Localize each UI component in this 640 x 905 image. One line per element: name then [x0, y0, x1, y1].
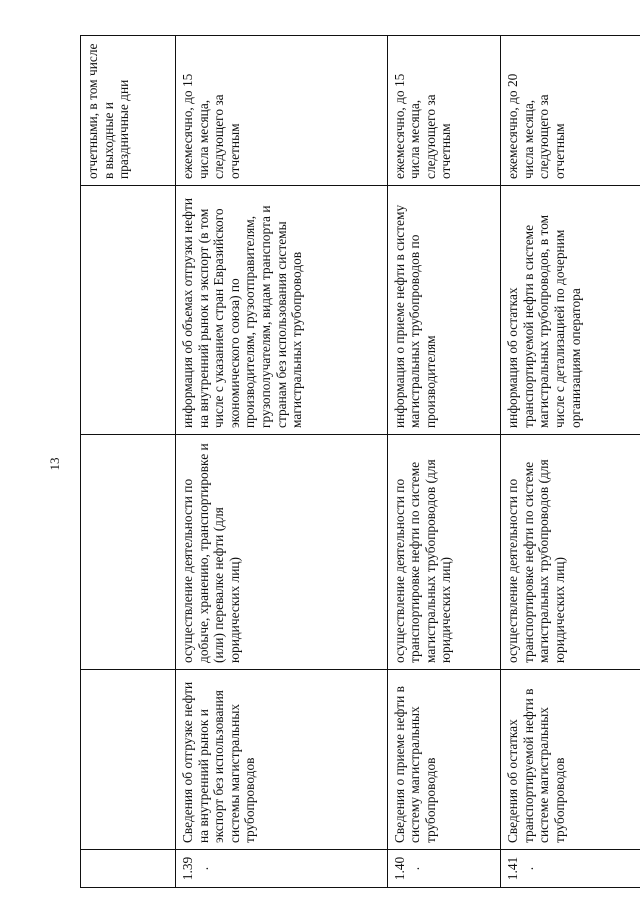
- activity-cell: [81, 435, 176, 670]
- info-cell: [81, 186, 176, 435]
- activity-cell: осуществление деятельности по добыче, хранению, транспортировке и (или) перевалке нефти (для юридических лиц): [175, 435, 387, 670]
- table-row: [81, 36, 176, 888]
- info-cell: информация об объемах отгрузки нефти на внутренний рынок и экспорт (в том числе с указанием стран Евразийского экономического союза) по производителям, грузоотправителям, грузополучателям, видам транспорта и странам без использования системы магистральных трубопроводов: [175, 186, 387, 435]
- data-name-cell: Сведения о приеме нефти в систему магистральных трубопроводов: [387, 670, 501, 850]
- activity-cell: осуществление деятельности по транспортировке нефти по системе магистральных трубопроводов (для юридических лиц): [501, 435, 640, 670]
- activity-cell: осуществление деятельности по транспортировке нефти по системе магистральных трубопроводов (для юридических лиц): [387, 435, 501, 670]
- table-row: [175, 36, 387, 888]
- rotated-table-page: [80, 36, 640, 888]
- info-cell: информация об остатках транспортируемой нефти в системе магистральных трубопроводов, в том числе с детализацией по дочерним организациям оператора: [501, 186, 640, 435]
- data-name-cell: [81, 670, 176, 850]
- deadline-cell: ежемесячно, до 20 числа месяца, следующего за отчетным: [501, 36, 640, 186]
- deadline-cell: ежемесячно, до 15 числа месяца, следующего за отчетным: [387, 36, 501, 186]
- page-number: 13: [47, 457, 62, 471]
- reporting-table: [80, 35, 640, 888]
- data-name-cell: Сведения об остатках транспортируемой нефти в системе магистральных трубопроводов: [501, 670, 640, 850]
- table-row: [501, 36, 640, 888]
- deadline-cell: отчетными, в том числе в выходные и праздничные дни: [81, 36, 176, 186]
- table-row: [387, 36, 501, 888]
- data-name-cell: Сведения об отгрузке нефти на внутренний рынок и экспорт без использования системы магистральных трубопроводов: [175, 670, 387, 850]
- deadline-cell: ежемесячно, до 15 числа месяца, следующего за отчетным: [175, 36, 387, 186]
- row-number-cell: 1.39.: [175, 850, 387, 888]
- row-number-cell: 1.41.: [501, 850, 640, 888]
- row-number-cell: 1.40.: [387, 850, 501, 888]
- info-cell: информация о приеме нефти в систему магистральных трубопроводов по производителям: [387, 186, 501, 435]
- row-number-cell: [81, 850, 176, 888]
